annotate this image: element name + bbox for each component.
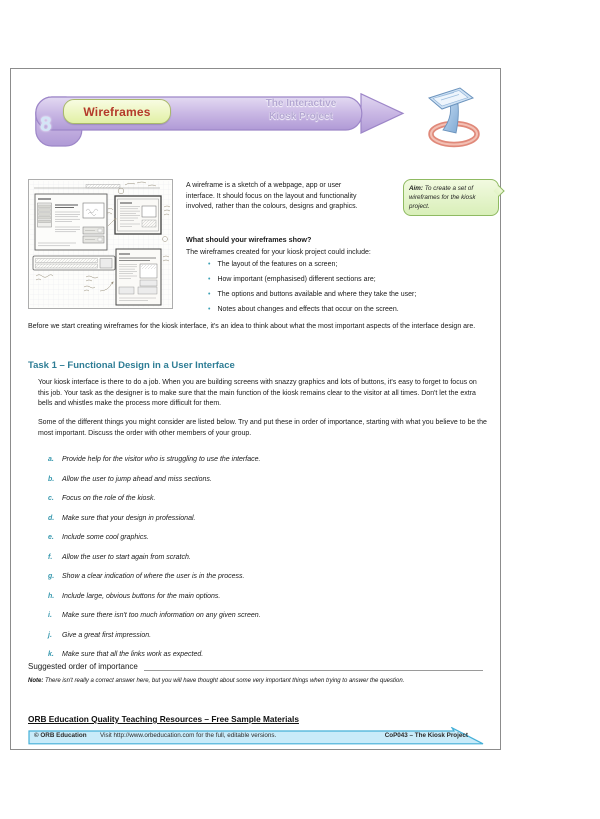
item-letter: g.: [48, 573, 55, 581]
aim-text: To create a set of wireframes for the kiosk project.: [409, 185, 476, 211]
list-item: [48, 592, 468, 602]
item-text: Make sure that your design in professional.: [62, 514, 196, 522]
item-letter: h.: [48, 592, 55, 600]
bullet-icon: •: [208, 276, 211, 284]
footer-code: CoP043 – The Kiosk Project: [384, 732, 468, 739]
intro-paragraph: A wireframe is a sketch of a webpage, app or user interface. It should focus on the layout and functionality involved, rather than the colours, designs and graphics.: [186, 182, 358, 210]
list-item: [48, 533, 468, 543]
question-heading: What should your wireframes show?: [186, 235, 312, 244]
list-item: • The options and buttons available and where they take the user;: [208, 290, 488, 301]
item-letter: e.: [48, 534, 54, 542]
list-item: • The layout of the features on a screen;: [208, 260, 488, 271]
aim-label: Aim:: [409, 185, 423, 192]
answer-line: [144, 661, 483, 671]
item-text: Allow the user to jump ahead and miss sections.: [62, 475, 212, 483]
kiosk-logo-icon: [421, 85, 489, 149]
item-text: Provide help for the visitor who is struggling to use the interface.: [62, 456, 261, 463]
note-row: [28, 677, 486, 685]
list-item: • Notes about changes and effects that occur on the screen.: [208, 305, 488, 316]
item-letter: i.: [48, 612, 52, 620]
task1-paragraph2: Some of the different things you might consider are listed below. Try and put these in order of importance, starting with what you believe to be the most important. Discuss the order with other members of your group.: [38, 419, 487, 437]
project-title-line2: Kiosk Project: [269, 110, 333, 122]
footer-title: ORB Education Quality Teaching Resources – Free Sample Materials: [28, 714, 299, 724]
suggested-order-label: Suggested order of importance: [28, 662, 138, 671]
list-item: [48, 572, 468, 582]
project-title: [226, 98, 376, 123]
bullet-icon: •: [208, 291, 211, 299]
item-letter: j.: [48, 631, 52, 639]
list-item: [48, 650, 468, 660]
item-text: Focus on the role of the kiosk.: [62, 495, 156, 503]
section-title: Wireframes: [83, 104, 151, 119]
footer-visit-text: Visit http://www.orbeducation.com for the full, editable versions.: [100, 732, 277, 739]
list-item: [48, 553, 468, 563]
item-text: Allow the user to start again from scratch.: [62, 553, 191, 561]
list-item: [48, 631, 468, 641]
wireframe-sketch-image: [28, 179, 173, 309]
importance-lettered-list: [48, 455, 468, 670]
intro-closing-paragraph: Before we start creating wireframes for the kiosk interface, it's an idea to think about what the most important aspects of the interface design are.: [28, 323, 476, 330]
item-text: Give a great first impression.: [62, 631, 152, 639]
item-letter: d.: [48, 514, 55, 522]
item-letter: b.: [48, 475, 55, 483]
footer-bar: [28, 727, 486, 747]
project-title-line1: The Interactive: [265, 98, 337, 109]
item-text: Make sure that all the links work as expected.: [62, 651, 204, 659]
item-letter: a.: [48, 456, 54, 463]
task1-paragraph1: Your kiosk interface is there to do a job. When you are building screens with snazzy graphics and lots of buttons, it's easy to forget to focus on this job. Your task as the designer is to make sure that the main function of the kiosk remains clear to the visitor at all times. Don't let the extra bells and whistles make the process more difficult for them.: [38, 379, 477, 407]
item-letter: k.: [48, 651, 54, 659]
list-item: [48, 514, 468, 524]
item-letter: f.: [48, 553, 53, 561]
item-letter: c.: [48, 495, 54, 503]
list-item: [48, 455, 468, 465]
item-text: Include some cool graphics.: [62, 534, 149, 542]
suggested-order-row: [28, 661, 483, 671]
task1-heading: Task 1 – Functional Design in a User Interface: [28, 360, 235, 371]
note-text: There isn't really a correct answer here, but you will have thought about some very important things when trying to answer the question.: [43, 678, 405, 684]
aim-callout: [403, 179, 499, 216]
page-number: 8: [40, 113, 52, 136]
bullet-icon: •: [208, 306, 211, 314]
list-item: • How important (emphasised) different sections are;: [208, 275, 488, 286]
item-text: Show a clear indication of where the user is in the process.: [62, 573, 245, 581]
bullet-icon: •: [208, 261, 211, 268]
list-item: [48, 611, 468, 621]
worksheet-page: [10, 68, 501, 750]
wireframe-bullet-list: [208, 260, 488, 320]
item-text: Make sure there isn't too much information on any given screen.: [62, 612, 261, 620]
list-item: [48, 475, 468, 485]
section-title-pill: [63, 99, 171, 124]
footer-copyright: © ORB Education: [34, 732, 87, 739]
item-text: Include large, obvious buttons for the main options.: [62, 592, 221, 600]
list-item: [48, 494, 468, 504]
note-label: Note:: [28, 678, 44, 684]
bullets-lead-in: The wireframes created for your kiosk project could include:: [186, 249, 371, 256]
